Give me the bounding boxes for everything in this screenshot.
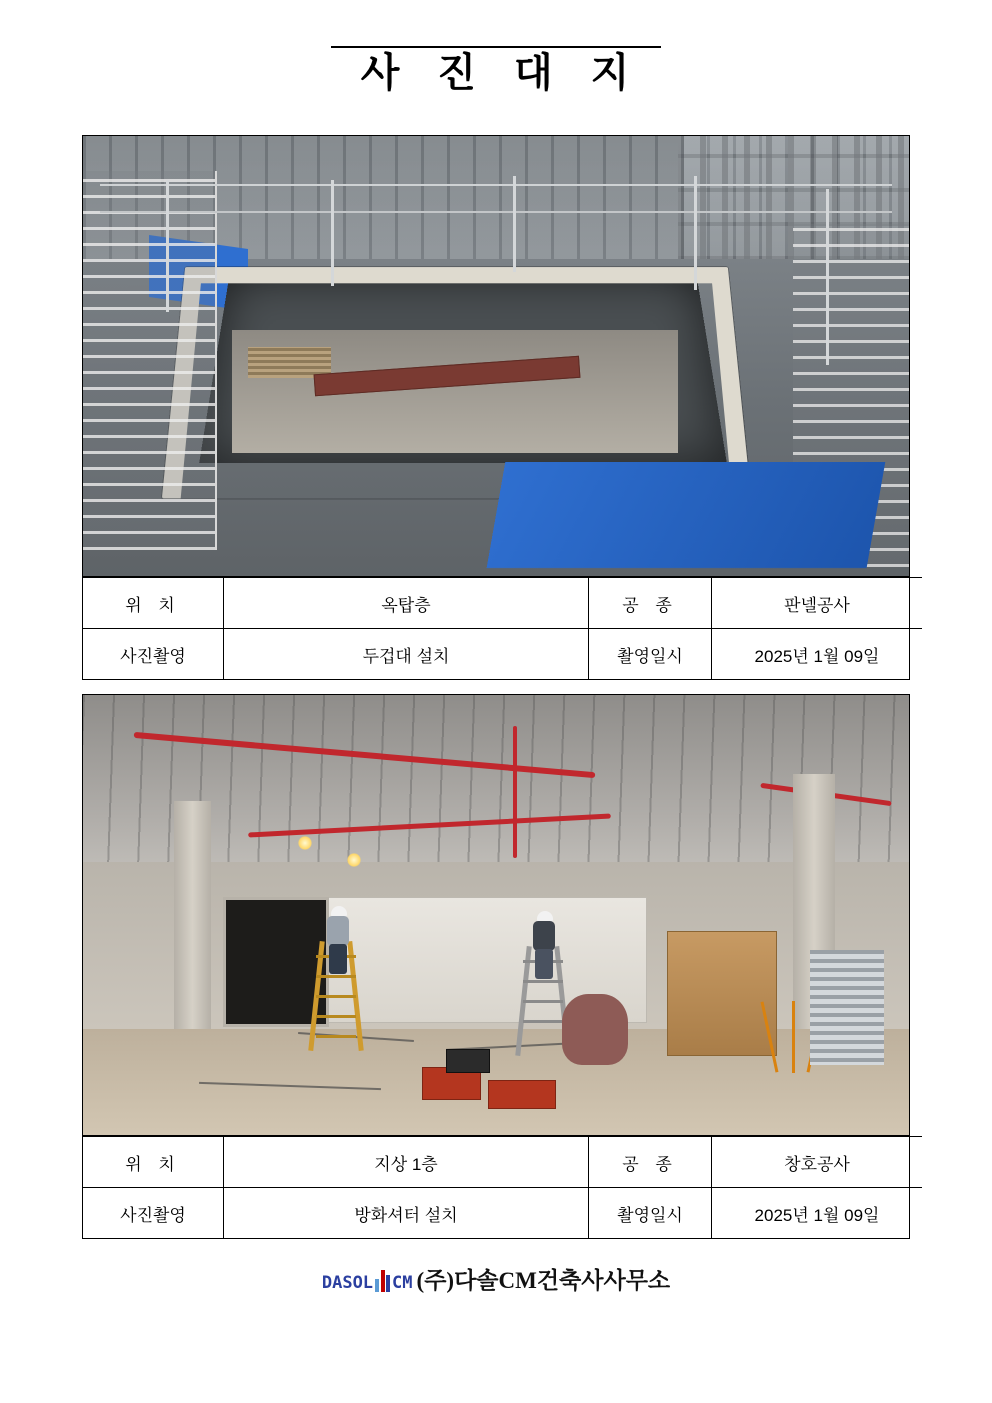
table-row: [83, 578, 922, 629]
photo-image-2: [83, 695, 909, 1136]
date-label-1: 촬영일시: [589, 629, 712, 680]
worktype-label-2: 공 종: [589, 1137, 712, 1188]
info-table-1: [83, 577, 922, 679]
photo-label-1: 사진촬영: [83, 629, 224, 680]
photo-value-1: 두겁대 설치: [224, 629, 589, 680]
table-row: [83, 629, 922, 680]
footer-logo: [82, 1269, 910, 1293]
location-value-1: 옥탑층: [224, 578, 589, 629]
location-label-1: 위 치: [83, 578, 224, 629]
date-value-1: 2025년 1월 09일: [712, 629, 923, 680]
title-container: [82, 0, 910, 102]
photo-value-2: 방화셔터 설치: [224, 1188, 589, 1239]
table-row: [83, 1188, 922, 1239]
info-table-2: [83, 1136, 922, 1238]
worktype-value-2: 창호공사: [712, 1137, 923, 1188]
logo-mark: [322, 1270, 413, 1293]
table-row: [83, 1137, 922, 1188]
page-title: 사 진 대 지: [331, 46, 662, 102]
location-label-2: 위 치: [83, 1137, 224, 1188]
location-value-2: 지상 1층: [224, 1137, 589, 1188]
logo-bars-icon: [375, 1270, 390, 1292]
company-name: (주)다솔CM건축사사무소: [416, 1268, 671, 1293]
worktype-value-1: 판넬공사: [712, 578, 923, 629]
worktype-label-1: 공 종: [589, 578, 712, 629]
photo-label-2: 사진촬영: [83, 1188, 224, 1239]
photo-entry-1: [82, 135, 910, 680]
logo-mark-right: CM: [392, 1273, 413, 1293]
date-value-2: 2025년 1월 09일: [712, 1188, 923, 1239]
logo-mark-left: DASOL: [321, 1273, 374, 1293]
date-label-2: 촬영일시: [589, 1188, 712, 1239]
photo-entry-2: [82, 694, 910, 1239]
photo-image-1: [83, 136, 909, 577]
